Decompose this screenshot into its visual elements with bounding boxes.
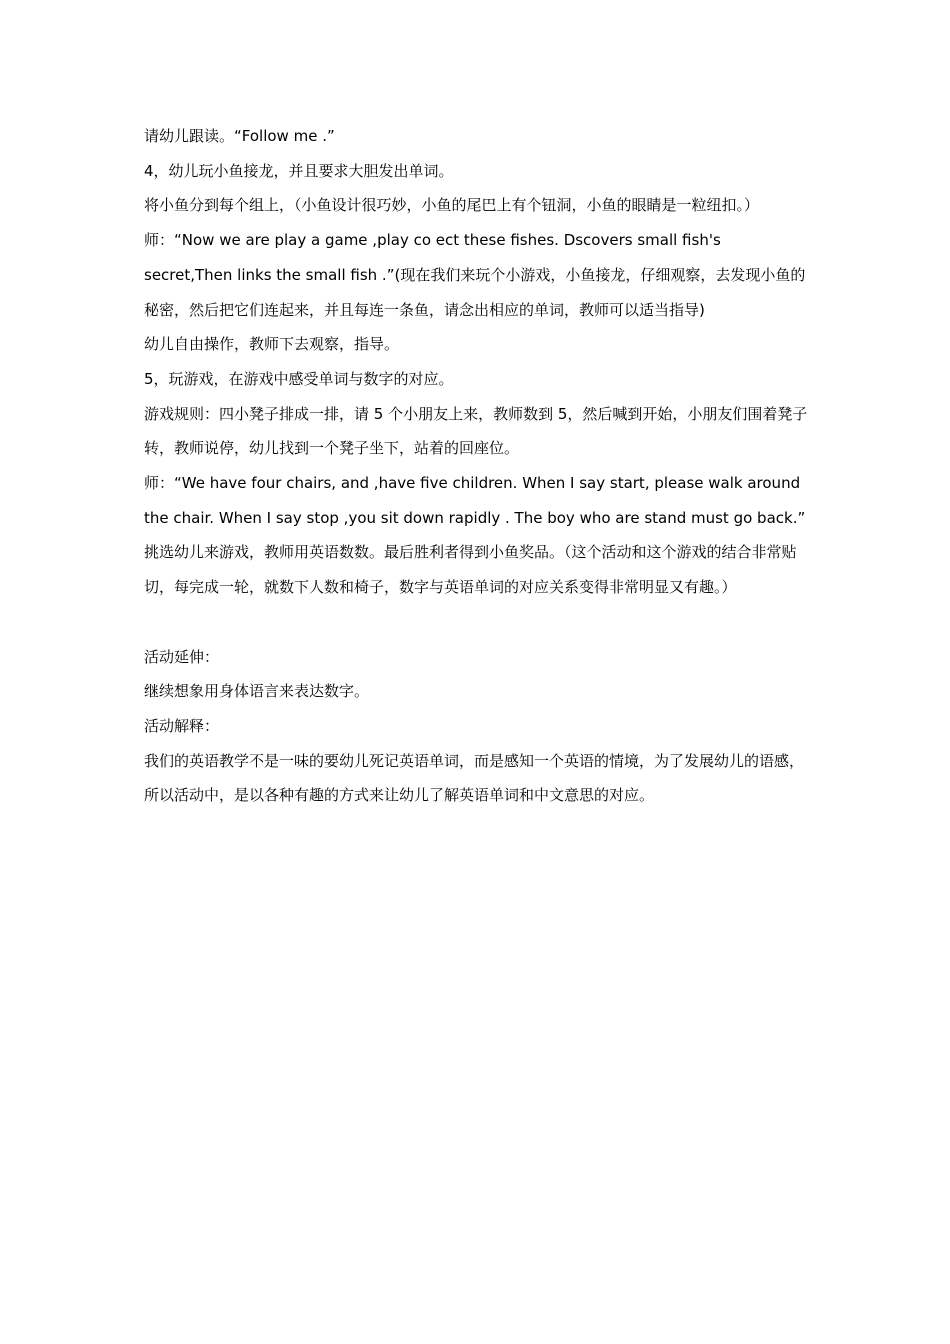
document-body	[144, 119, 812, 813]
paragraph-teacher-fish-game: 师：“Now we are play a game ,play co ect these fishes. Dscovers small fish's secret,Then links the small fish .”(现在我们来玩个小游戏，小鱼接龙，仔细观察，去发现小鱼的秘密，然后把它们连起来，并且每连一条鱼，请念出相应的单词，教师可以适当指导)	[144, 231, 806, 319]
paragraph-step-5: 5，玩游戏，在游戏中感受单词与数字的对应。	[144, 369, 454, 388]
heading-activity-extension: 活动延伸：	[144, 647, 220, 666]
paragraph-free-operation: 幼儿自由操作，教师下去观察，指导。	[144, 335, 400, 354]
paragraph-select-children: 挑选幼儿来游戏，教师用英语数数。最后胜利者得到小鱼奖品。（这个活动和这个游戏的结合非常贴切，每完成一轮，就数下人数和椅子，数字与英语单词的对应关系变得非常明显又有趣。）	[144, 543, 797, 597]
paragraph-follow-me: 请幼儿跟读。“Follow me .”	[144, 127, 335, 145]
blank-line	[144, 605, 812, 640]
paragraph-fish-groups: 将小鱼分到每个组上，（小鱼设计很巧妙，小鱼的尾巴上有个钮洞，小鱼的眼睛是一粒纽扣。）	[144, 196, 760, 215]
paragraph-game-rules: 游戏规则：四小凳子排成一排，请 5 个小朋友上来，教师数到 5，然后喊到开始，小朋友们围着凳子转，教师说停，幼儿找到一个凳子坐下，站着的回座位。	[144, 404, 808, 458]
paragraph-teacher-chairs: 师：“We have four chairs, and ,have five children. When I say start, please walk around the chair. When I say stop ,you sit down rapidly . The boy who are stand must go back.”	[144, 474, 806, 527]
heading-activity-explanation: 活动解释：	[144, 716, 220, 735]
paragraph-extension-body: 继续想象用身体语言来表达数字。	[144, 682, 370, 701]
paragraph-explanation-body: 我们的英语教学不是一味的要幼儿死记英语单词，而是感知一个英语的情境，为了发展幼儿的语感，所以活动中，是以各种有趣的方式来让幼儿了解英语单词和中文意思的对应。	[144, 751, 805, 805]
paragraph-step-4: 4，幼儿玩小鱼接龙，并且要求大胆发出单词。	[144, 161, 454, 180]
